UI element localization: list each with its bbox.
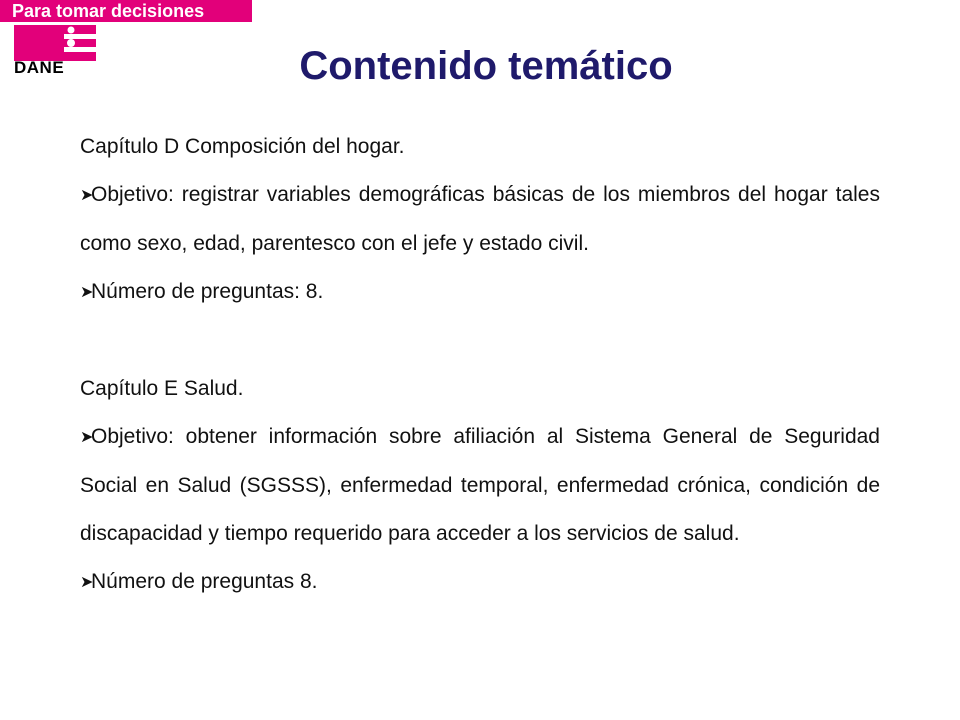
objective-bullet	[80, 171, 880, 268]
arrow-bullet-icon: ➤	[80, 429, 94, 446]
bullet-text: Objetivo: registrar variables demográficas básicas de los miembros del hogar tales como sexo, edad, parentesco con el jefe y estado civil.	[80, 183, 880, 255]
arrow-bullet-icon: ➤	[80, 284, 94, 301]
content-body	[80, 123, 880, 607]
chapter-section-e	[80, 365, 880, 607]
page-title: Contenido temático	[299, 44, 673, 88]
logo-tagline-banner	[0, 0, 252, 22]
bullet-text: Número de preguntas: 8.	[91, 280, 324, 303]
section-spacer	[80, 317, 880, 365]
logo-wordmark: DANE	[14, 58, 65, 77]
arrow-bullet-icon: ➤	[80, 187, 94, 204]
chapter-heading: Capítulo E Salud.	[80, 377, 244, 400]
chapter-section-d	[80, 123, 880, 317]
bullet-text: Objetivo: obtener información sobre afiliación al Sistema General de Seguridad Social en Salud (SGSSS), enfermedad temporal, enfermedad crónica, condición de discapacidad y tiempo requerido para acceder a los servicios de salud.	[80, 425, 880, 545]
question-count-bullet	[80, 268, 880, 317]
bullet-text: Número de preguntas 8.	[91, 570, 318, 593]
logo-tagline: Para tomar decisiones	[12, 1, 205, 21]
arrow-bullet-icon: ➤	[80, 574, 94, 591]
objective-bullet	[80, 413, 880, 558]
question-count-bullet	[80, 558, 880, 607]
chapter-heading: Capítulo D Composición del hogar.	[80, 135, 405, 158]
